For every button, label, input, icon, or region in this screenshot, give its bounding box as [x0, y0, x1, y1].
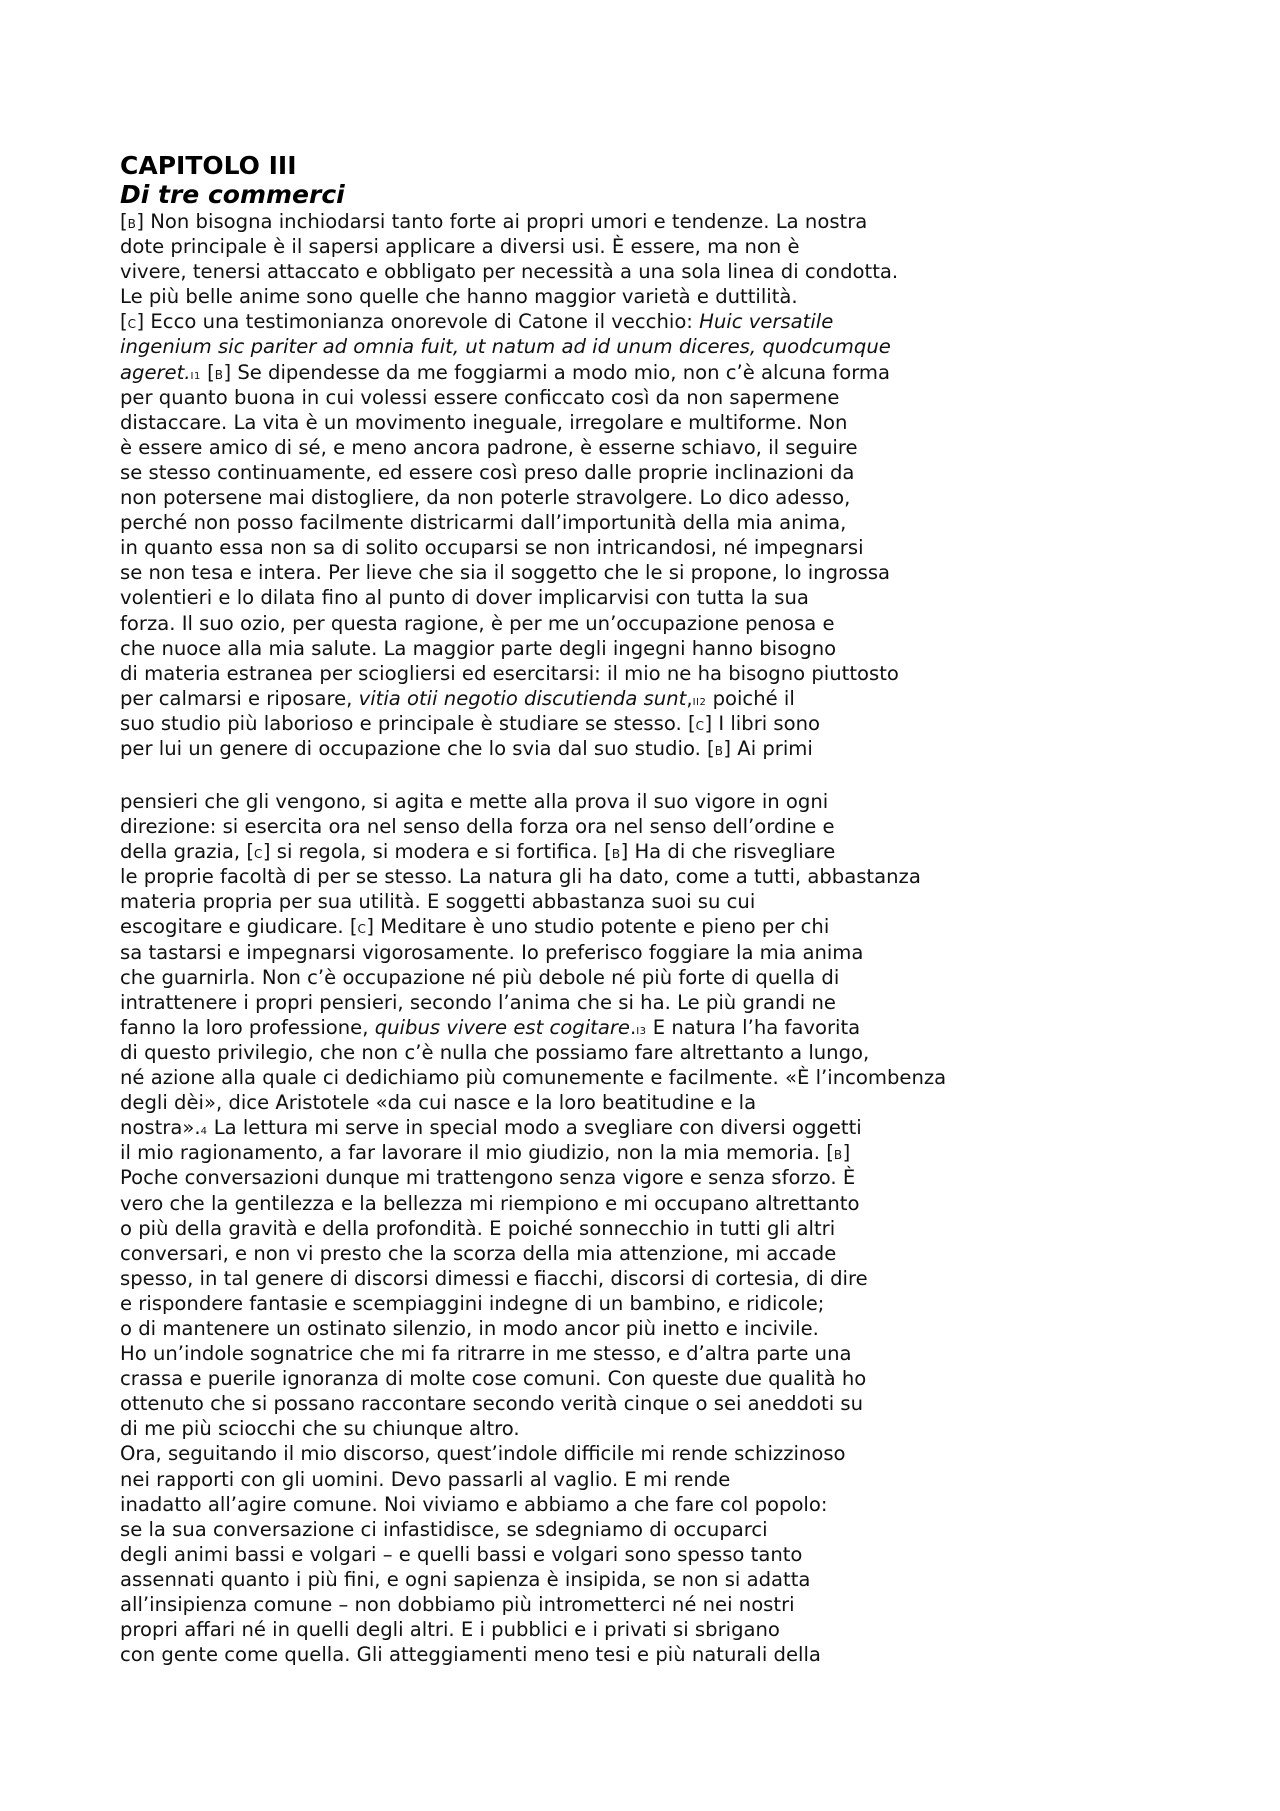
text-line: se non tesa e intera. Per lieve che sia il soggetto che le si propone, lo ingrossa	[120, 561, 891, 585]
text-line: degli dèi», dice Aristotele «da cui nasce e la loro beatitudine e la	[120, 1091, 757, 1115]
text-line: per quanto buona in cui volessi essere conficcato così da non sapermene	[120, 385, 840, 409]
section-marker-c: C	[253, 847, 263, 862]
section-marker-b: B	[833, 1148, 843, 1163]
text-line: in quanto essa non sa di solito occuparsi se non intricandosi, né impegnarsi	[120, 536, 864, 560]
text-line: o di mantenere un ostinato silenzio, in modo ancor più inetto e incivile.	[120, 1316, 819, 1340]
text-line: per calmarsi e riposare, vitia otii negotio discutienda sunt,II2 poiché il	[120, 686, 795, 710]
text-line: distaccare. La vita è un movimento ineguale, irregolare e multiforme. Non	[120, 410, 848, 434]
text-line: non potersene mai distogliere, da non poterle stravolgere. Lo dico adesso,	[120, 486, 851, 510]
text-line: le proprie facoltà di per se stesso. La natura gli ha dato, come a tutti, abbastanza	[120, 865, 921, 889]
section-marker-b: B	[714, 743, 724, 758]
text-line: di questo privilegio, che non c’è nulla che possiamo fare altrettanto a lungo,	[120, 1040, 870, 1064]
text-line: propri affari né in quelli degli altri. E i pubblici e i privati si sbrigano	[120, 1618, 780, 1642]
text-line: suo studio più laborioso e principale è studiare se stesso. [C] I libri sono	[120, 711, 821, 735]
text-line: assennati quanto i più fini, e ogni sapienza è insipida, se non si adatta	[120, 1567, 811, 1591]
text-line: materia propria per sua utilità. E soggetti abbastanza suoi su cui	[120, 890, 756, 914]
text-line: escogitare e giudicare. [C] Meditare è uno studio potente e pieno per chi	[120, 915, 830, 939]
text-line: è essere amico di sé, e meno ancora padrone, è esserne schiavo, il seguire	[120, 435, 858, 459]
text-line: il mio ragionamento, a far lavorare il mio giudizio, non la mia memoria. [B]	[120, 1141, 851, 1165]
text-line: perché non posso facilmente districarmi dall’importunità della mia anima,	[120, 511, 847, 535]
text-line: conversari, e non vi presto che la scorza della mia attenzione, mi accade	[120, 1241, 837, 1265]
footnote-marker: I1	[190, 370, 201, 382]
text-line: di materia estranea per sciogliersi ed esercitarsi: il mio ne ha bisogno piuttosto	[120, 661, 899, 685]
text-line: se stesso continuamente, ed essere così preso dalle proprie inclinazioni da	[120, 460, 855, 484]
text-line: intrattenere i propri pensieri, secondo l’anima che si ha. Le più grandi ne	[120, 990, 836, 1014]
text-line: nostra».4 La lettura mi serve in special modo a svegliare con diversi oggetti	[120, 1116, 862, 1140]
text-line: dote principale è il sapersi applicare a diversi usi. È essere, ma non è	[120, 235, 800, 259]
text-line: direzione: si esercita ora nel senso della forza ora nel senso dell’ordine e	[120, 815, 835, 839]
text-line: per lui un genere di occupazione che lo svia dal suo studio. [B] Ai primi	[120, 736, 813, 760]
text-line: Ora, seguitando il mio discorso, quest’indole difficile mi rende schizzinoso	[120, 1442, 846, 1466]
text-line: spesso, in tal genere di discorsi dimessi e fiacchi, discorsi di cortesia, di dire	[120, 1266, 868, 1290]
section-marker-b: B	[127, 217, 137, 231]
text-line: [C] Ecco una testimonianza onorevole di Catone il vecchio: Huic versatile	[120, 310, 834, 334]
section-marker-b: B	[214, 367, 224, 382]
text-line: che guarnirla. Non c’è occupazione né più debole né più forte di quella di	[120, 965, 840, 989]
text-line	[120, 334, 1180, 359]
section-marker-c: C	[357, 922, 367, 937]
text-line: vero che la gentilezza e la bellezza mi riempiono e mi occupano altrettanto	[120, 1191, 860, 1215]
text-line: della grazia, [C] si regola, si modera e si fortifica. [B] Ha di che risvegliare	[120, 840, 836, 864]
latin-quote: ageret.	[120, 360, 191, 384]
text-line: e rispondere fantasie e scempiaggini indegne di un bambino, e ridicole;	[120, 1291, 825, 1315]
section-marker-c: C	[695, 718, 705, 733]
text-line: fanno la loro professione, quibus vivere est cogitare.I3 E natura l’ha favorita	[120, 1015, 861, 1039]
text-line: Ho un’indole sognatrice che mi fa ritrarre in me stesso, e d’altra parte una	[120, 1342, 852, 1366]
text-line: degli animi bassi e volgari – e quelli bassi e volgari sono spesso tanto	[120, 1542, 803, 1566]
text-line: ageret.I1 [B] Se dipendesse da me foggiarmi a modo mio, non c’è alcuna forma	[120, 360, 891, 384]
text-line: sa tastarsi e impegnarsi vigorosamente. Io preferisco foggiare la mia anima	[120, 940, 864, 964]
text-line: all’insipienza comune – non dobbiamo più intrometterci né nei nostri	[120, 1593, 795, 1616]
section-marker-b: B	[611, 847, 621, 862]
section-marker-c: C	[127, 317, 137, 332]
footnote-marker: 4	[200, 1126, 208, 1138]
text-line: crassa e puerile ignoranza di molte cose comuni. Con queste due qualità ho	[120, 1367, 867, 1391]
text-line: Poche conversazioni dunque mi trattengono senza vigore e senza sforzo. È	[120, 1166, 856, 1190]
text-line: che nuoce alla mia salute. La maggior parte degli ingegni hanno bisogno	[120, 636, 837, 660]
text-line: ottenuto che si possano raccontare secondo verità cinque o sei aneddoti su	[120, 1392, 864, 1416]
text-line: Le più belle anime sono quelle che hanno maggior varietà e duttilità.	[120, 285, 798, 309]
text-line: volentieri e lo dilata fino al punto di dover implicarvisi con tutta la sua	[120, 586, 809, 610]
text-block-first	[120, 209, 1180, 761]
text-line: vivere, tenersi attaccato e obbligato per necessità a una sola linea di condotta.	[120, 260, 899, 284]
text-line: forza. Il suo ozio, per questa ragione, è per me un’occupazione penosa e	[120, 611, 835, 635]
chapter-subtitle: Di tre commerci	[120, 180, 345, 209]
latin-quote: vitia otii negotio discutienda sunt	[358, 686, 687, 710]
footnote-marker: I3	[636, 1025, 647, 1037]
text-line: inadatto all’agire comune. Noi viviamo e abbiamo a che fare col popolo:	[120, 1492, 828, 1516]
text-line: nei rapporti con gli uomini. Devo passarli al vaglio. E mi rende	[120, 1467, 731, 1491]
latin-quote: Huic versatile	[699, 310, 834, 334]
latin-quote: ingenium sic pariter ad omnia fuit, ut natum ad id unum diceres, quodcumque	[120, 335, 891, 359]
chapter-title: CAPITOLO III	[120, 151, 297, 180]
text-line: con gente come quella. Gli atteggiamenti meno tesi e più naturali della	[120, 1643, 821, 1667]
footnote-marker: II2	[692, 696, 707, 708]
text-line: [B] Non bisogna inchiodarsi tanto forte ai propri umori e tendenze. La nostra	[120, 210, 868, 233]
latin-quote: quibus vivere est cogitare	[374, 1015, 630, 1039]
text-line: pensieri che gli vengono, si agita e mette alla prova il suo vigore in ogni	[120, 790, 829, 813]
text-line: né azione alla quale ci dedichiamo più comunemente e facilmente. «È l’incombenza	[120, 1066, 947, 1090]
text-line: o più della gravità e della profondità. E poiché sonnecchio in tutti gli altri	[120, 1216, 836, 1240]
text-line: di me più sciocchi che su chiunque altro.	[120, 1417, 520, 1441]
text-line: se la sua conversazione ci infastidisce, se sdegniamo di occuparci	[120, 1517, 768, 1541]
text-block-second	[120, 789, 1180, 1667]
